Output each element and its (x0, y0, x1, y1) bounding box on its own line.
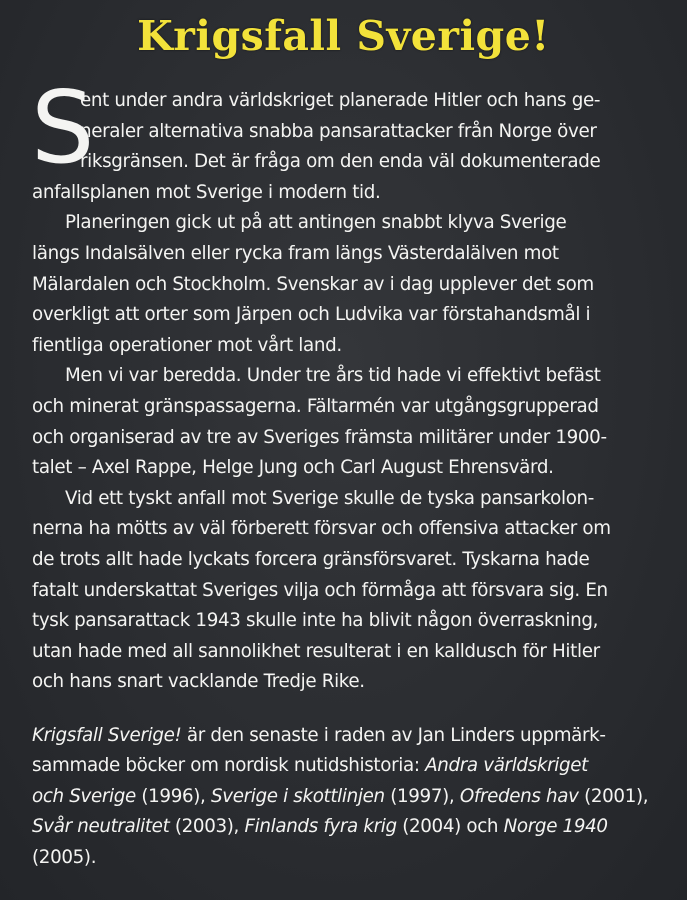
paragraph-2 (32, 208, 657, 361)
text-run: (2004) och (396, 816, 504, 838)
text-run: (2003), (169, 816, 245, 838)
text-line: fientliga operationer mot vårt land. (32, 334, 342, 356)
book-title-italic: Svår neutralitet (32, 816, 170, 838)
book-title-italic: Ofredens hav (459, 785, 579, 807)
paragraph-3 (32, 361, 657, 483)
paragraph-1 (31, 69, 657, 208)
text-run: (2005). (32, 846, 97, 868)
text-run: (1997), (384, 785, 460, 807)
text-line (32, 782, 657, 813)
text-line (32, 843, 657, 874)
text-run: (2001), (578, 785, 649, 807)
book-title-italic: Sverige i skottlinjen (210, 785, 385, 807)
text-line (32, 721, 657, 752)
book-title-italic: och Sverige (32, 785, 136, 807)
text-line: anfallsplanen mot Sverige i modern tid. (32, 181, 381, 203)
book-title: Krigsfall Sverige! (137, 12, 550, 60)
paragraph-4 (32, 484, 657, 698)
drop-cap-letter: S (31, 69, 95, 186)
text-line: nerna ha mötts av väl förberett försvar och offensiva attacker om (32, 518, 611, 540)
text-line: de trots allt hade lyckats forcera gränsförsvaret. Tyskarna hade (32, 548, 590, 570)
text-line: Planeringen gick ut på att antingen snabbt klyva Sverige (65, 212, 567, 234)
text-line (32, 751, 657, 782)
text-line: Men vi var beredda. Under tre års tid hade vi effektivt befäst (65, 365, 601, 387)
text-line: ent under andra världskriget planerade Hitler och hans ge- (80, 90, 601, 111)
text-line: tysk pansarattack 1943 skulle inte ha blivit någon överraskning, (32, 610, 599, 632)
text-line: fatalt underskattat Sveriges vilja och förmåga att försvara sig. En (32, 579, 608, 601)
text-line (32, 812, 657, 843)
text-line: riksgränsen. Det är fråga om den enda väl dokumenterade (80, 151, 601, 173)
book-title-italic: Krigsfall Sverige! (32, 724, 182, 746)
blurb-text (31, 69, 657, 873)
text-line: overkligt att orter som Järpen och Ludvika var förstahandsmål i (32, 304, 591, 326)
text-line: och organiserad av tre av Sveriges främsta militärer under 1900- (32, 426, 607, 448)
paragraph-gap (32, 698, 657, 721)
text-line: utan hade med all sannolikhet resulterat i en kalldusch för Hitler (32, 640, 600, 662)
text-line: talet – Axel Rappe, Helge Jung och Carl August Ehrensvärd. (32, 457, 554, 479)
text-run: (1996), (135, 785, 211, 807)
text-run: sammade böcker om nordisk nutidshistoria: (32, 755, 426, 777)
book-title-italic: Norge 1940 (503, 816, 608, 838)
text-line: och minerat gränspassagerna. Fältarmén var utgångsgrupperad (32, 395, 599, 417)
text-line: längs Indalsälven eller rycka fram längs Västerdalälven mot (32, 242, 559, 264)
author-note (32, 721, 657, 874)
text-line: och hans snart vacklande Tredje Rike. (32, 671, 365, 693)
text-line: neraler alternativa snabba pansarattacker från Norge över (80, 120, 597, 142)
book-title-italic: Andra världskriget (425, 755, 588, 777)
text-line: Mälardalen och Stockholm. Svenskar av i dag upplever det som (32, 273, 594, 295)
book-title-italic: Finlands fyra krig (244, 816, 397, 838)
text-line: Vid ett tyskt anfall mot Sverige skulle de tyska pansarkolon- (65, 487, 595, 509)
text-run: är den senaste i raden av Jan Linders uppmärk- (181, 724, 606, 746)
